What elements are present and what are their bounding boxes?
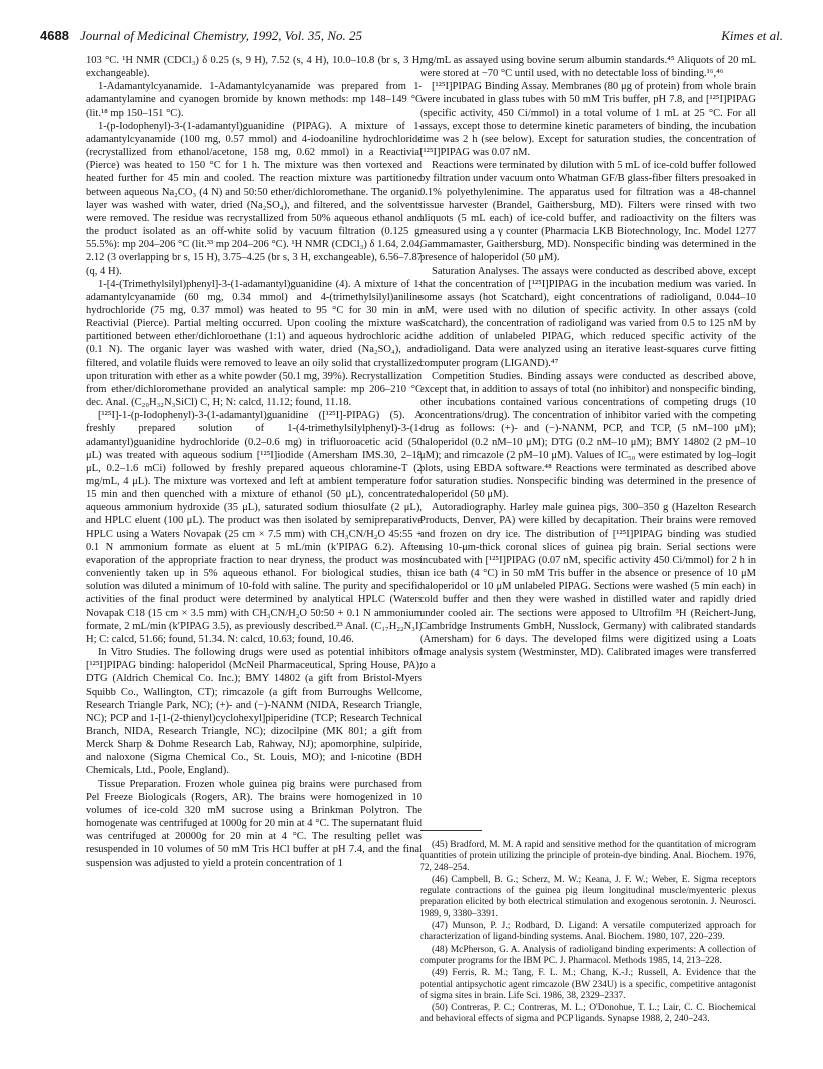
reference-item: (48) McPherson, G. A. Analysis of radioligand binding experiments: A collection of computer programs for the IBM PC. J. Pharmacol. Methods 1985, 14, 213–228.: [420, 944, 756, 966]
paragraph: In Vitro Studies. The following drugs were used as potential inhibitors of [¹²⁵I]PIPAG binding: haloperidol (McNeil Pharmaceutical, Spring House, PA); DTG (Aldrich Chemical Co. Inc.); BMY 14802 (a gift from Bristol-Myers Squibb Co., Wallington, CT); rimcazole (a gift from Burroughs Wellcome, Research Triangle Park, NC); (+)- and (−)-NANM (NIDA, Research Triangle, NC); PCP and 1-[1-(2-thienyl)cyclohexyl]piperidine (TCP; Research Technical Branch, NIDA, Research Triangle, NC); dizocilpine (MK 801; a gift from Merck Sharp & Dohme Research Lab, Rahway, NJ); apomorphine, sulpiride, and naloxone (Sigma Chemical Co., St. Louis, MO); and l-nicotine (BDH Chemicals, Ltd., Poole, England).: [86, 647, 422, 777]
reference-item: (49) Ferris, R. M.; Tang, F. L. M.; Chang, K.-J.; Russell, A. Evidence that the potential antipsychotic agent rimcazole (BW 234U) is a specific, competitive antagonist of sigma sites in brain. Life Sci. 1986, 38, 2329–2337.: [420, 968, 756, 1001]
reference-item: (45) Bradford, M. M. A rapid and sensitive method for the quantitation of microgram quantities of protein utilizing the principle of protein-dye binding. Anal. Biochem. 1976, 72, 248–254.: [420, 840, 756, 873]
references-section: [420, 830, 756, 1027]
page-number: 4688: [40, 28, 69, 43]
footnote-divider: [420, 830, 482, 831]
left-column: [86, 54, 422, 870]
paragraph: 1-Adamantylcyanamide. 1-Adamantylcyanamide was prepared from 1-adamantylamine and cyanogen bromide by known methods: mp 148–149 °C (lit.¹⁸ mp 150–151 °C).: [86, 81, 422, 119]
paragraph: 1-(p-Iodophenyl)-3-(1-adamantyl)guanidine (PIPAG). A mixture of 1-adamantylcyanamide (100 mg, 0.57 mmol) and 4-iodoaniline hydrochloride (recrystallized from ethanol/acetone, 158 mg, 0.62 mmol) in a Reactivial (Pierce) was heated to 150 °C for 1 h. The mixture was then vortexed and heated further for 45 min and cooled. The reaction mixture was partitioned between aqueous Na₂CO₃ (4 N) and 50:50 ether/dichloromethane. The organic layer was washed with water, dried (Na₂SO₄), and filtered, and the solvents were removed. The residue was recrystallized from 50% aqueous ethanol and the product isolated as an off-white solid by vacuum filtration (0.125 g, 55.5%): mp 204–206 °C (lit.³³ mp 204–206 °C). ¹H NMR (CDCl₃) δ 1.64, 2.04, 2.12 (3 overlapping br s, 15 H), 3.75–4.25 (br s, 3 H, exchangeable), 6.56–7.87 (q, 4 H).: [86, 120, 422, 277]
reference-item: (46) Campbell, B. G.; Scherz, M. W.; Keana, J. F. W.; Weber, E. Sigma receptors regulate contractions of the guinea pig ileum longitudinal muscle/myenteric plexus preparation elicited by both electrical stimulation and exogenous serotonin. J. Neurosci. 1989, 9, 3380–3391.: [420, 874, 756, 919]
reference-item: (50) Contreras, P. C.; Contreras, M. L.; O'Donohue, T. L.; Lair, C. C. Biochemical and behavioral effects of sigma and PCP ligands. Synapse 1988, 2, 240–243.: [420, 1003, 756, 1025]
journal-citation: Journal of Medicinal Chemistry, 1992, Vol. 35, No. 25: [80, 28, 363, 43]
running-authors: Kimes et al.: [721, 28, 783, 43]
paragraph: [¹²⁵I]PIPAG Binding Assay. Membranes (80 μg of protein) from whole brain were incubated in glass tubes with 50 mM Tris buffer, pH 7.8, and [¹²⁵I]PIPAG (specific activity, 450 Ci/mmol) in a total volume of 1 mL at 25 °C. For all assays, except those to determine kinetic parameters of binding, the incubation time was 2 h (see below). Except for saturation studies, the concentration of [¹²⁵I]PIPAG was 0.07 nM.: [420, 81, 756, 159]
page-header: [40, 28, 783, 48]
paragraph: 1-[4-(Trimethylsilyl)phenyl]-3-(1-adamantyl)guanidine (4). A mixture of 1-adamantylcyanamide (60 mg, 0.34 mmol) and 4-(trimethylsilyl)aniline hydrochloride (75 mg, 0.37 mmol) was heated to 95 °C for 30 min in a Reactivial (Pierce). Partial melting occurred. Upon cooling the mixture was partitioned between ether/dichloroethane (1:1) and aqueous hydrochloric acid (0.1 N). The organic layer was washed with water, dried (Na₂SO₄), and filtered, and volatile fluids were removed to leave an oily solid that crystallized upon trituration with ether as a white powder (50.1 mg, 39%). Recrystallization from ether/dichloromethane provided an analytical sample: mp 206–210 °C dec. Anal. (C₂₀H₃₂N₃SiCl) C, H; N: calcd, 11.12; found, 11.18.: [86, 278, 422, 409]
paragraph: Competition Studies. Binding assays were conducted as described above, except that, in addition to assays of total (no inhibitor) and nonspecific binding, other incubations contained various concentrations of competing drugs (10 concentrations/drug). The concentration of inhibitor varied with the competing drug as follows: (+)- and (−)-NANM, PCP, and TCP, (5 nM–100 μM); haloperidol (0.2 nM–10 μM); DTG (0.2 nM–10 μM); BMY 14802 (2 pM–10 μM); and rimcazole (2 pM–10 μM). Values of IC₅₀ were estimated by log–logit plots, using EBDA software.⁴⁸ Reactions were terminated as described above for saturation studies. Nonspecific binding was determined in the presence of haloperidol (50 μM).: [420, 370, 756, 501]
paragraph: Saturation Analyses. The assays were conducted as described above, except that the concentration of [¹²⁵I]PIPAG in the incubation medium was varied. In some assays (hot Scatchard), eight concentrations of radioligand, 0.044–10 nM, were used with no dilution of specific activity. In other assays (cold Scatchard), the concentration of radioligand was varied from 0.5 to 125 nM by the addition of unlabeled PIPAG, which reduced specific activity of the radioligand. Data were analyzed using an iterative least-squares curve fitting computer program (LIGAND).⁴⁷: [420, 265, 756, 369]
paragraph: mg/mL as assayed using bovine serum albumin standards.⁴⁵ Aliquots of 20 mL were stored at −70 °C until used, with no detectable loss of binding.¹⁶,⁴⁶: [420, 55, 756, 80]
paragraph: Reactions were terminated by dilution with 5 mL of ice-cold buffer followed by filtration under vacuum onto Whatman GF/B glass-fiber filters presoaked in 0.1% polyethylenimine. The apparatus used for filtration was a 48-channel tissue harvester (Brandel, Gaithersburg, MD). Filters were rinsed with two aliquots (5 mL each) of ice-cold buffer, and radioactivity on the filters was measured using a γ counter (Pharmacia LKB Biotechnology, Inc. Model 1277 Gammamaster, Gaithersburg, MD). Nonspecific binding was determined in the presence of haloperidol (50 μM).: [420, 160, 756, 264]
paragraph: Autoradiography. Harley male guinea pigs, 300–350 g (Hazelton Research Products, Denver, PA) were killed by decapitation. Their brains were removed and frozen on dry ice. The distribution of [¹²⁵I]PIPAG binding was studied using 10-μm-thick coronal slices of guinea pig brain. Serial sections were incubated with [¹²⁵I]PIPAG (0.07 nM, specific activity 450 Ci/mmol) for 2 h in an ice bath (4 °C) in 50 mM Tris buffer in the absence or presence of 10 μM haloperidol or 10 μM unlabeled PIPAG. Sections were washed (5 min each) in cold buffer and then they were washed in distilled water and rapidly dried under cooled air. The sections were apposed to Ultrofilm ³H (Reichert-Jung, Cambridge Instruments GmbH, Nusslock, Germany) with calibrated standards (Amersham) for 6 days. The developed films were digitized using a Loats Image analysis system (Westminster, MD). Calibrated images were transferred to a: [420, 502, 756, 672]
paragraph: 103 °C. ¹H NMR (CDCl₃) δ 0.25 (s, 9 H), 7.52 (s, 4 H), 10.0–10.8 (br s, 3 H, exchangeable).: [86, 55, 422, 80]
right-column: [420, 54, 756, 672]
paragraph: [¹²⁵I]-1-(p-Iodophenyl)-3-(1-adamantyl)guanidine ([¹²⁵I]-PIPAG) (5). A freshly prepared solution of 1-(4-trimethylsilylphenyl)-3-(1-adamantyl)guanidine hydrochloride (0.2–0.6 mg) in trifluoroacetic acid (50 μL) was treated with aqueous sodium [¹²⁵I]iodide (Amersham IMS.30, 2–18 μL, 0.2–1.6 mCi) followed by freshly prepared aqueous chloramine-T (2 mg/mL, 4 μL). The mixture was vortexed and left at ambient temperature for 15 min and then quenched with a mixture of ethanol (50 μL), concentrated aqueous ammonium hydroxide (35 μL), saturated sodium thiosulfate (2 μL), and HPLC eluent (100 μL). The product was then isolated by semipreparative HPLC using a Waters Novapak (25 cm × 7.5 mm) with CH₃CN/H₂O 45:55 + 0.1 N ammonium formate as eluent at 5 mL/min (k′PIPAG 6.2). After evaporation of the appropriate fraction to near dryness, the product was most conveniently taken up in 5% aqueous ethanol. For biological studies, this solution was diluted a minimum of 10-fold with saline. The purity and specific activities of the final product were determined by analytical HPLC (Waters Novapak C18 (15 cm × 3.5 mm) with CH₃CN/H₂O 50:50 + 0.1 N ammonium formate, 2 mL/min (k′PIPAG 3.5), as previously described.²³ Anal. (C₁₇H₂₂N₃I) H; C: calcd, 51.66; found, 51.34. N: calcd, 10.63; found, 10.46.: [86, 410, 422, 645]
paragraph: Tissue Preparation. Frozen whole guinea pig brains were purchased from Pel Freeze Biologicals (Rogers, AR). The brains were homogenized in 10 volumes of ice-cold 320 mM sucrose using a Brinkman Polytron. The homogenate was centrifuged at 1000g for 20 min at 4 °C. The supernatant fluid was centrifuged at 20000g for 20 min at 4 °C. The resulting pellet was resuspended in 10 volumes of 50 mM Tris HCl buffer at pH 7.4, and the final suspension was adjusted to yield a protein concentration of 1: [86, 778, 422, 869]
reference-item: (47) Munson, P. J.; Rodbard, D. Ligand: A versatile computerized approach for characterization of ligand-binding systems. Anal. Biochem. 1980, 107, 220–239.: [420, 921, 756, 943]
